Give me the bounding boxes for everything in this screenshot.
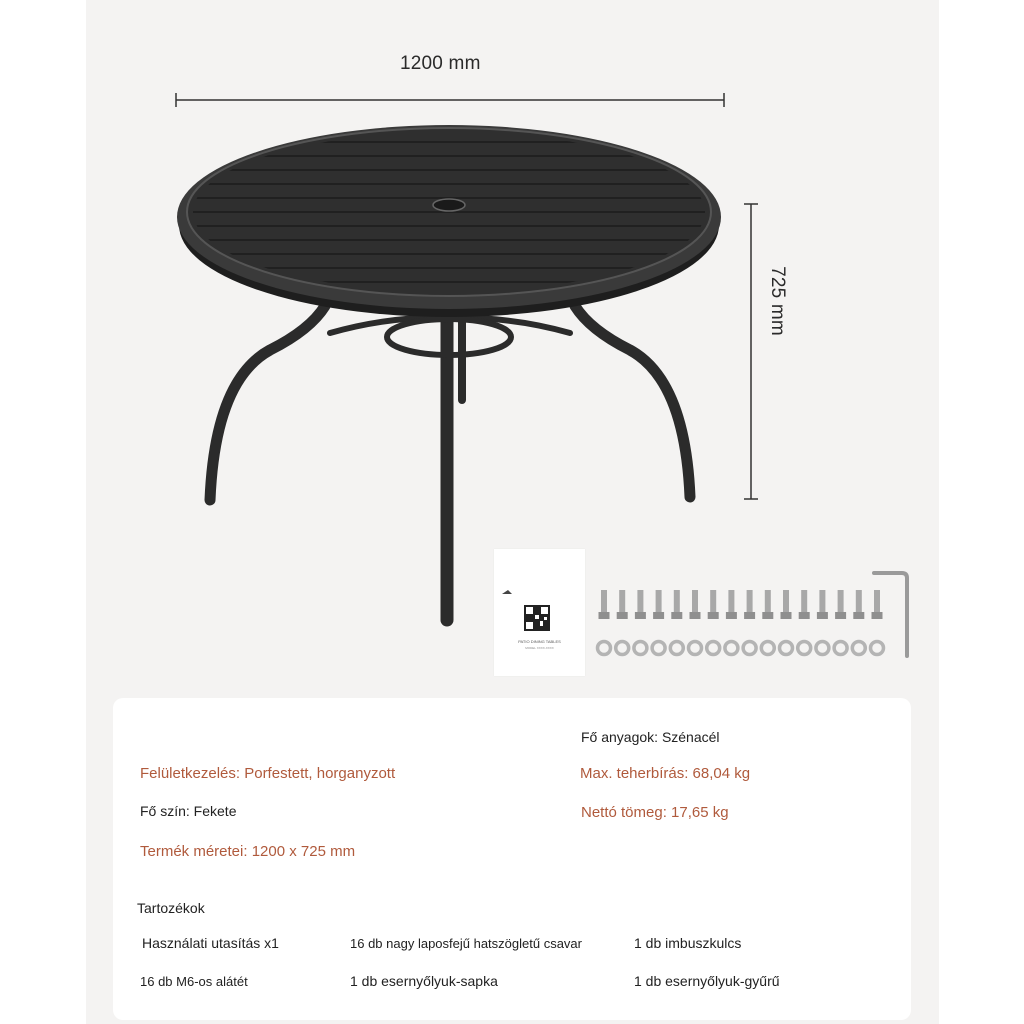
accessories-title: Tartozékok bbox=[137, 900, 205, 916]
instruction-manual bbox=[494, 549, 585, 676]
net-weight: Nettó tömeg: 17,65 kg bbox=[581, 804, 729, 821]
washer-icon bbox=[670, 642, 683, 655]
washer-set bbox=[598, 642, 884, 655]
washer-icon bbox=[725, 642, 738, 655]
main-material: Fő anyagok: Szénacél bbox=[581, 729, 720, 745]
manual-title: PATIO DINING TABLES bbox=[518, 639, 561, 644]
washer-icon bbox=[634, 642, 647, 655]
product-dimensions: Termék méretei: 1200 x 725 mm bbox=[140, 843, 356, 860]
main-color: Fő szín: Fekete bbox=[140, 803, 237, 819]
washer-icon bbox=[852, 642, 865, 655]
bolt-icon bbox=[708, 590, 719, 619]
washer-icon bbox=[616, 642, 629, 655]
washer-icon bbox=[598, 642, 611, 655]
bolt-icon bbox=[671, 590, 682, 619]
accessory-item: 16 db M6-os alátét bbox=[140, 974, 248, 989]
bolt-icon bbox=[799, 590, 810, 619]
bolt-icon bbox=[617, 590, 628, 619]
specification-card bbox=[113, 698, 911, 1020]
bolt-icon bbox=[853, 590, 864, 619]
table-legs bbox=[210, 306, 690, 620]
washer-icon bbox=[834, 642, 847, 655]
accessory-item: 16 db nagy laposfejű hatszögletű csavar bbox=[350, 936, 582, 951]
bolt-icon bbox=[817, 590, 828, 619]
bolt-icon bbox=[781, 590, 792, 619]
washer-icon bbox=[798, 642, 811, 655]
bolt-icon bbox=[872, 590, 883, 619]
accessory-item: 1 db imbuszkulcs bbox=[634, 935, 742, 951]
accessory-item: Használati utasítás x1 bbox=[142, 935, 279, 951]
qr-code-icon bbox=[524, 605, 550, 631]
bolt-icon bbox=[762, 590, 773, 619]
bolt-icon bbox=[635, 590, 646, 619]
washer-icon bbox=[780, 642, 793, 655]
manual-subtitle: MODEL XXXX-XXXX bbox=[525, 646, 554, 650]
height-dimension-line bbox=[744, 204, 758, 499]
bolt-icon bbox=[744, 590, 755, 619]
surface-treatment: Felületkezelés: Porfestett, horganyzott bbox=[140, 765, 396, 782]
washer-icon bbox=[652, 642, 665, 655]
washer-icon bbox=[743, 642, 756, 655]
height-label: 725 mm bbox=[766, 266, 788, 336]
width-label: 1200 mm bbox=[400, 53, 481, 74]
washer-icon bbox=[816, 642, 829, 655]
table-top bbox=[177, 125, 721, 317]
washer-icon bbox=[871, 642, 884, 655]
washer-icon bbox=[689, 642, 702, 655]
bolt-icon bbox=[835, 590, 846, 619]
max-load: Max. teherbírás: 68,04 kg bbox=[580, 765, 751, 782]
accessory-item: 1 db esernyőlyuk-gyűrű bbox=[634, 973, 780, 989]
width-dimension-line bbox=[176, 93, 724, 107]
accessory-item: 1 db esernyőlyuk-sapka bbox=[350, 973, 498, 989]
bolt-icon bbox=[653, 590, 664, 619]
bolt-icon bbox=[726, 590, 737, 619]
washer-icon bbox=[761, 642, 774, 655]
washer-icon bbox=[707, 642, 720, 655]
bolt-icon bbox=[599, 590, 610, 619]
bolt-icon bbox=[690, 590, 701, 619]
bolt-set bbox=[599, 590, 883, 619]
brand-logo-icon bbox=[502, 590, 512, 594]
umbrella-hole-icon bbox=[433, 199, 465, 211]
